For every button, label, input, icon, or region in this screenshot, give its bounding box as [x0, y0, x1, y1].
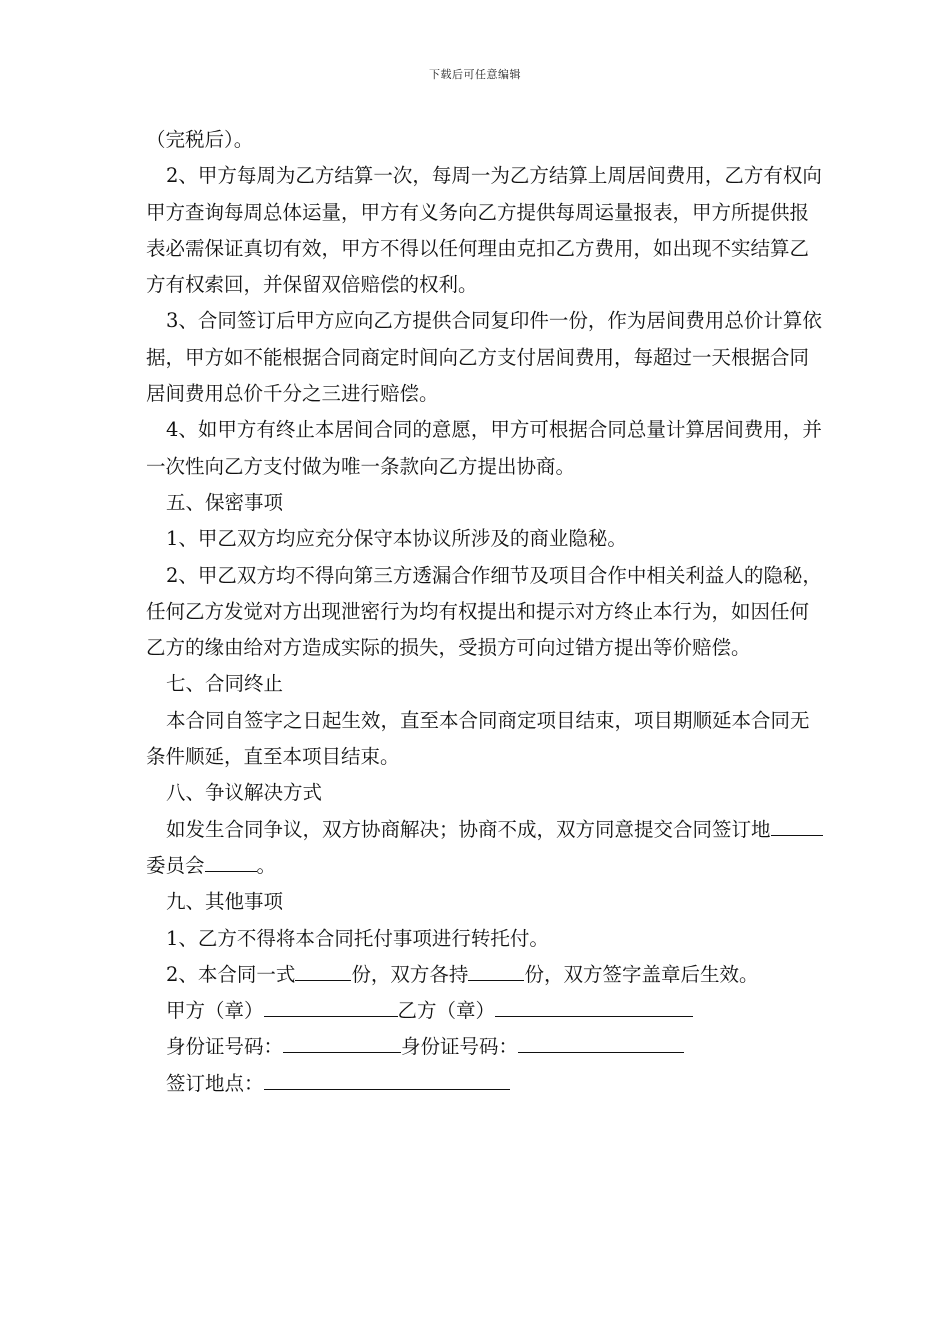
paragraph-tax-note: （完税后）。: [146, 128, 254, 151]
clause-termination-intent: 4、如甲方有终止本居间合同的意愿，甲方可根据合同总量计算居间费用，并一次性向乙方支付做为唯一条款向乙方提出协商。: [146, 418, 822, 478]
clause-no-delegation: 1、乙方不得将本合同托付事项进行转托付。: [166, 926, 549, 950]
clause-weekly-settlement: 2、甲方每周为乙方结算一次，每周一为乙方结算上周居间费用，乙方有权向甲方查询每周总体运量，甲方有义务向乙方提供每周运量报表，甲方所提供报表必需保证真切有效，甲方不得以任何理由克扣乙方费用，如出现不实结算乙方有权索回，并保留双倍赔偿的权利。: [146, 164, 822, 297]
signature-line-parties: [146, 993, 826, 1029]
blank-committee[interactable]: [205, 851, 257, 872]
page-header: 下载后可任意编辑: [429, 68, 521, 81]
copies-text-1: 2、本合同一式: [166, 962, 296, 986]
blank-total-copies[interactable]: [295, 960, 351, 981]
section-heading-other: 九、其他事项: [166, 890, 284, 914]
signature-line-place: [146, 1066, 826, 1102]
id-b-field[interactable]: [518, 1032, 684, 1053]
clause-confidentiality-2: 2、甲乙双方均不得向第三方透漏合作细节及项目合作中相关利益人的隐秘，任何乙方发觉对方出现泄密行为均有权提出和提示对方终止本行为，如因任何乙方的缘由给对方造成实际的损失，受损方可向过错方提出等价赔偿。: [146, 563, 822, 660]
section-heading-confidentiality: 五、保密事项: [166, 490, 284, 514]
party-a-label: 甲方（章）: [166, 999, 264, 1023]
signing-place-field[interactable]: [264, 1069, 510, 1090]
blank-signing-place[interactable]: [771, 815, 823, 836]
party-a-signature-field[interactable]: [264, 996, 398, 1017]
dispute-text-4: 。: [256, 853, 277, 877]
id-a-label: 身份证号码：: [166, 1035, 284, 1059]
document-body: [146, 122, 826, 1102]
id-a-field[interactable]: [283, 1032, 401, 1053]
clause-contract-copy: 3、合同签订后甲方应向乙方提供合同复印件一份，作为居间费用总价计算依据，甲方如不能根据合同商定时间向乙方支付居间费用，每超过一天根据合同居间费用总价千分之三进行赔偿。: [146, 309, 822, 406]
clause-effective-period: 本合同自签字之日起生效，直至本合同商定项目结束，项目期顺延本合同无条件顺延，直至本项目结束。: [146, 708, 810, 769]
signature-line-ids: [146, 1029, 826, 1065]
clause-dispute-resolution: [146, 812, 826, 885]
party-b-label: 乙方（章）: [397, 999, 496, 1023]
section-heading-termination: 七、合同终止: [166, 672, 284, 696]
dispute-text-2: 签订地: [712, 817, 771, 841]
copies-text-3: 份，双方签字盖章后生效。: [524, 962, 759, 986]
clause-copies: [146, 957, 826, 993]
blank-each-copies[interactable]: [468, 960, 524, 981]
clause-confidentiality-1: 1、甲乙双方均应充分保守本协议所涉及的商业隐秘。: [166, 527, 627, 551]
id-b-label: 身份证号码：: [401, 1035, 519, 1059]
party-b-signature-field[interactable]: [495, 996, 693, 1017]
dispute-text-1: 如发生合同争议，双方协商解决；协商不成，双方同意提交合同: [166, 817, 713, 841]
section-heading-dispute: 八、争议解决方式: [166, 781, 323, 805]
signing-place-label: 签订地点：: [166, 1071, 264, 1095]
dispute-text-3: 委员会: [146, 853, 205, 877]
copies-text-2: 份，双方各持: [351, 962, 469, 986]
